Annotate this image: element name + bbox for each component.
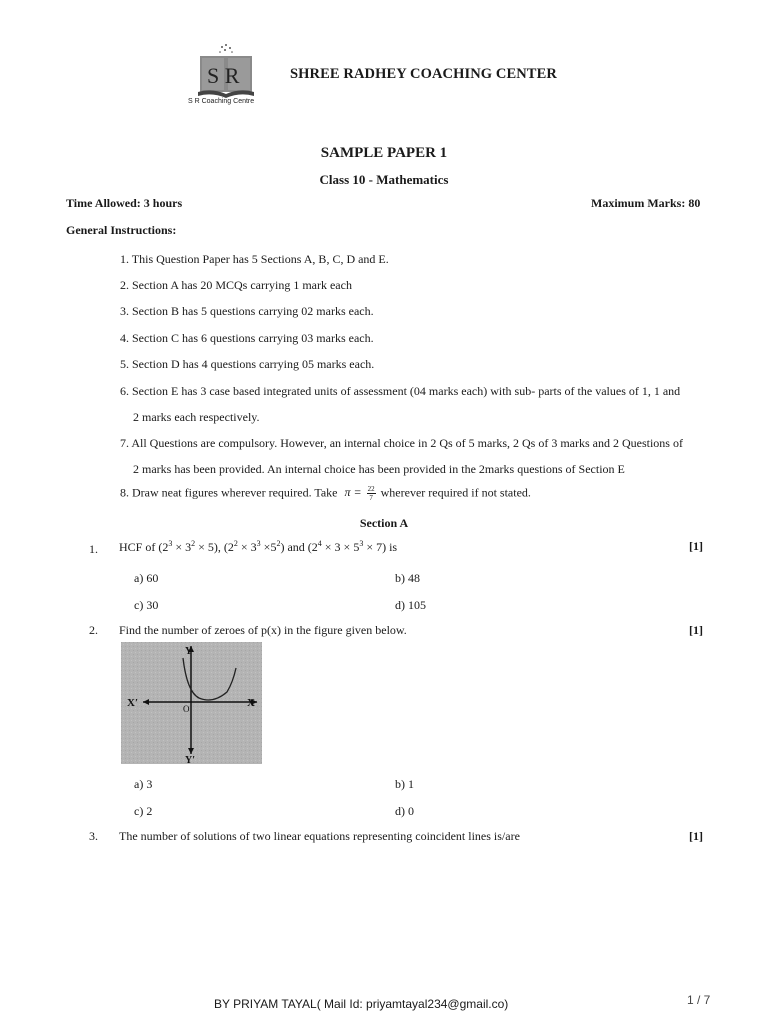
question-marks: [1] xyxy=(689,829,703,843)
instruction-item: 5. Section D has 4 questions carrying 05 marks each. xyxy=(120,357,375,371)
center-name: SHREE RADHEY COACHING CENTER xyxy=(290,66,557,82)
option-c: c) 2 xyxy=(134,804,153,818)
pi-denominator: 7 xyxy=(369,494,373,502)
instruction-8-suffix: wherever required if not stated. xyxy=(380,485,531,500)
question-number: 1. xyxy=(89,542,98,556)
pi-fraction xyxy=(367,485,376,502)
question-marks: [1] xyxy=(689,539,703,553)
option-d: d) 105 xyxy=(395,598,426,612)
instruction-item-continued: 2 marks each respectively. xyxy=(133,410,260,424)
question-marks: [1] xyxy=(689,623,703,637)
option-c: c) 30 xyxy=(134,598,159,612)
option-b: b) 1 xyxy=(395,777,414,791)
instruction-item: 3. Section B has 5 questions carrying 02 marks each. xyxy=(120,304,374,318)
instruction-item: 4. Section C has 6 questions carrying 03 marks each. xyxy=(120,331,374,345)
logo-caption: S R Coaching Centre xyxy=(188,98,255,105)
instruction-item: 2. Section A has 20 MCQs carrying 1 mark each xyxy=(120,278,352,292)
time-allowed: Time Allowed: 3 hours xyxy=(66,196,183,210)
page-number: 1 / 7 xyxy=(687,993,711,1007)
logo-text: S R xyxy=(207,63,240,88)
origin-label: O xyxy=(183,704,190,714)
instruction-8-prefix: 8. Draw neat figures wherever required. Take xyxy=(120,485,338,500)
paper-title: SAMPLE PAPER 1 xyxy=(320,145,448,161)
instruction-item: 6. Section E has 3 case based integrated units of assessment (04 marks each) with sub- parts of the values of 1, 1 and xyxy=(120,384,681,398)
pi-numerator: 22 xyxy=(367,485,375,493)
option-b: b) 48 xyxy=(395,571,420,585)
question-1-text: HCF of $(2^3 \times 3^2 \times 5)$, $(2^2 \times 3^3 \times 5^2)$ and $(2^4 \times 3 \times 5^3 \times 7)$ is xyxy=(119,539,398,554)
option-a: a) 3 xyxy=(134,777,153,791)
maximum-marks: Maximum Marks: 80 xyxy=(591,196,701,210)
section-a-heading: Section A xyxy=(359,516,409,530)
pi-symbol: π = xyxy=(344,485,362,500)
paper-subtitle: Class 10 - Mathematics xyxy=(319,172,449,187)
instruction-item: 1. This Question Paper has 5 Sections A, B, C, D and E. xyxy=(120,252,389,266)
instruction-item-continued: 2 marks has been provided. An internal choice has been provided in the 2marks questions of Section E xyxy=(133,462,625,476)
y-neg-label: Y′ xyxy=(185,755,196,764)
question-3-text: The number of solutions of two linear equations representing coincident lines is/are xyxy=(119,829,520,843)
option-d: d) 0 xyxy=(395,804,414,818)
instruction-item: 7. All Questions are compulsory. However, an internal choice in 2 Qs of 5 marks, 2 Qs of 3 marks and 2 Questions of xyxy=(120,436,683,450)
question-number: 3. xyxy=(89,829,98,843)
footer-credit: BY PRIYAM TAYAL( Mail Id: priyamtayal234@gmail.co) xyxy=(214,997,509,1011)
question-number: 2. xyxy=(89,623,98,637)
polynomial-graph xyxy=(121,642,262,764)
x-neg-label: X′ xyxy=(127,697,139,709)
instruction-item xyxy=(120,485,531,502)
question-2-text: Find the number of zeroes of p(x) in the figure given below. xyxy=(119,623,407,637)
instructions-heading: General Instructions: xyxy=(66,223,177,237)
option-a: a) 60 xyxy=(134,571,159,585)
x-pos-label: X xyxy=(247,697,255,709)
y-pos-label: Y xyxy=(185,646,193,657)
